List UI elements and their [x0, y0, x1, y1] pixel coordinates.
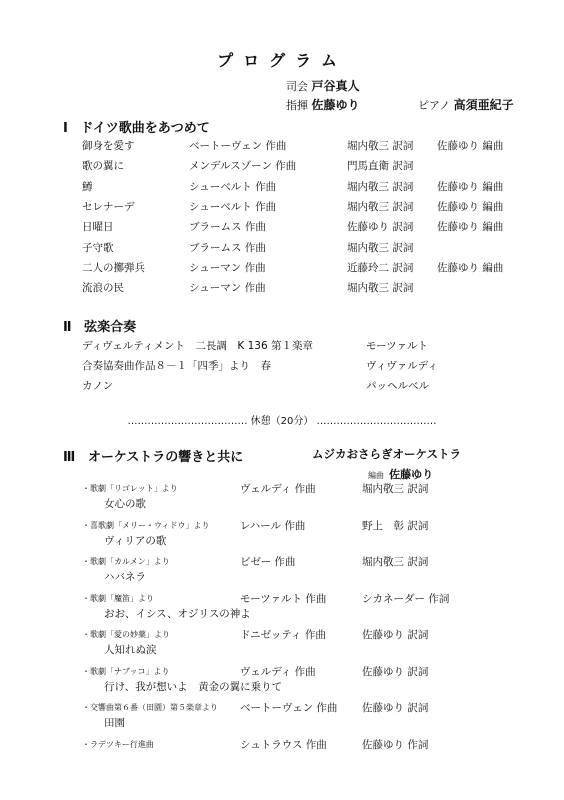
s3-source: ・歌劇「魔笛」より	[82, 593, 154, 603]
s1-song-title: 御身を愛す	[82, 140, 135, 152]
s3-composer: ベートーヴェン 作曲	[240, 702, 338, 714]
s3-lyricist: 佐藤ゆり 訳詞	[362, 629, 429, 641]
s1-arranger: 佐藤ゆり 編曲	[437, 180, 504, 193]
s1-composer: シューマン 作曲	[189, 282, 266, 295]
s1-composer: ブラームス 作曲	[189, 221, 266, 234]
mc-role: 司会	[286, 80, 308, 93]
s1-translator: 堀内敬三 訳詞	[347, 241, 414, 254]
arranger-role: 編曲	[368, 471, 384, 480]
s3-lyricist: 堀内敬三 訳詞	[362, 483, 429, 495]
s3-source: ・歌劇「カルメン」より	[82, 557, 170, 566]
s1-translator: 堀内敬三 訳詞	[347, 282, 414, 295]
s3-composer: ドニゼッティ 作曲	[240, 629, 326, 641]
s1-song-title: 二人の擲弾兵	[82, 261, 145, 274]
section-1-heading	[63, 117, 210, 136]
s1-song-title: 歌の翼に	[82, 160, 124, 173]
s3-lyricist: シカネーダー 作詞	[362, 592, 450, 605]
s1-composer: ベートーヴェン 作曲	[189, 140, 287, 152]
s3-song-title: 女心の歌	[104, 498, 146, 510]
section-1-number: Ⅰ	[63, 121, 68, 136]
s3-composer: モーツァルト 作曲	[240, 592, 327, 605]
s3-song-title: ハバネラ	[104, 571, 146, 583]
s1-composer: ブラームス 作曲	[189, 241, 266, 254]
s1-translator: 堀内敬三 訳詞	[347, 180, 414, 193]
s3-lyricist: 野上 彰 訳詞	[362, 519, 429, 532]
s3-song-title: ヴィリアの歌	[104, 534, 167, 547]
s3-source: ・歌劇「愛の妙薬」より	[82, 630, 170, 639]
conductor-credit	[286, 96, 360, 113]
section-1-title: ドイツ歌曲をあつめて	[80, 121, 210, 136]
s2-composer: パッヘルベル	[366, 380, 429, 392]
s3-composer: ヴェルディ 作曲	[240, 483, 316, 495]
s3-lyricist: 佐藤ゆり 訳詞	[362, 665, 429, 678]
s3-song-title: 人知れぬ涙	[104, 644, 157, 656]
intermission-divider: ……………………………… 休憩（20分） ………………………………	[127, 416, 437, 427]
s1-composer: シューベルト 作曲	[189, 180, 277, 193]
s1-translator: 近藤玲二 訳詞	[347, 261, 414, 274]
s1-arranger: 佐藤ゆり 編曲	[437, 140, 504, 152]
mc-credit	[286, 77, 360, 94]
s2-piece: 合奏協奏曲作品８－１「四季」より 春	[82, 360, 271, 372]
mc-name: 戸谷真人	[311, 79, 360, 93]
conductor-role: 指揮	[286, 99, 308, 112]
program-title: プログラム	[217, 51, 347, 70]
s2-composer: ヴィヴァルディ	[366, 360, 438, 372]
s1-song-title: 流浪の民	[82, 282, 124, 295]
s1-composer: シューベルト 作曲	[189, 200, 277, 213]
conductor-name: 佐藤ゆり	[311, 98, 360, 112]
s1-translator: 堀内敬三 訳詞	[347, 200, 414, 213]
s3-composer: シュトラウス 作曲	[240, 738, 327, 751]
s3-lyricist: 佐藤ゆり 訳詞	[362, 702, 429, 714]
s3-composer: ヴェルディ 作曲	[240, 665, 316, 678]
s3-lyricist: 佐藤ゆり 作詞	[362, 738, 429, 751]
s3-composer: レハール 作曲	[240, 519, 306, 532]
s1-arranger: 佐藤ゆり 編曲	[437, 200, 504, 213]
s3-source: ・歌劇「ナブッコ」より	[82, 666, 170, 676]
section-2-number: Ⅱ	[63, 320, 72, 335]
s1-song-title: 鱒	[82, 180, 93, 193]
s3-song-title: おお、イシス、オジリスの神よ	[104, 607, 251, 620]
arranger-name: 佐藤ゆり	[389, 468, 434, 481]
s3-source: ・ラデツキー行進曲	[82, 739, 154, 749]
section-2-title: 弦楽合奏	[84, 320, 137, 335]
s3-source: ・喜歌劇「メリー・ウィドウ」より	[82, 520, 210, 530]
orchestra-name: ムジカおさらぎオーケストラ	[312, 447, 462, 461]
piano-role: ピアノ	[418, 99, 451, 112]
s3-source: ・歌劇「リゴレット」より	[82, 484, 178, 493]
s1-arranger: 佐藤ゆり 編曲	[437, 221, 504, 234]
section-3-number: Ⅲ	[63, 450, 76, 465]
piano-name: 高須亜紀子	[453, 98, 514, 112]
s3-song-title: 行け、我が想いよ 黄金の翼に乗りて	[104, 680, 283, 693]
s3-lyricist: 堀内敬三 訳詞	[362, 556, 429, 568]
section-3-title: オーケストラの響きと共に	[87, 450, 244, 465]
s1-song-title: セレナーデ	[82, 200, 135, 213]
s1-arranger: 佐藤ゆり 編曲	[437, 261, 504, 274]
s1-song-title: 子守歌	[82, 241, 114, 254]
s1-translator: 堀内敬三 訳詞	[347, 140, 414, 152]
s2-piece: カノン	[82, 380, 114, 392]
s1-composer: シューマン 作曲	[189, 261, 266, 274]
s1-translator: 佐藤ゆり 訳詞	[347, 221, 414, 234]
section-3-arranger	[368, 463, 433, 482]
s2-piece: ディヴェルティメント 二長調 K 136 第１楽章	[82, 340, 314, 352]
section-3-heading	[63, 446, 243, 465]
piano-credit	[418, 96, 514, 113]
section-2-heading	[63, 316, 136, 335]
s1-composer: メンデルスゾーン 作曲	[189, 160, 297, 173]
s3-source: ・交響曲第６番（田園）第５楽章より	[82, 703, 218, 712]
s1-song-title: 日曜日	[82, 221, 114, 234]
s3-song-title: 田園	[104, 717, 125, 729]
s1-translator: 門馬直衛 訳詞	[347, 160, 414, 173]
s3-composer: ビゼー 作曲	[240, 556, 296, 568]
s2-composer: モーツァルト	[366, 340, 429, 352]
